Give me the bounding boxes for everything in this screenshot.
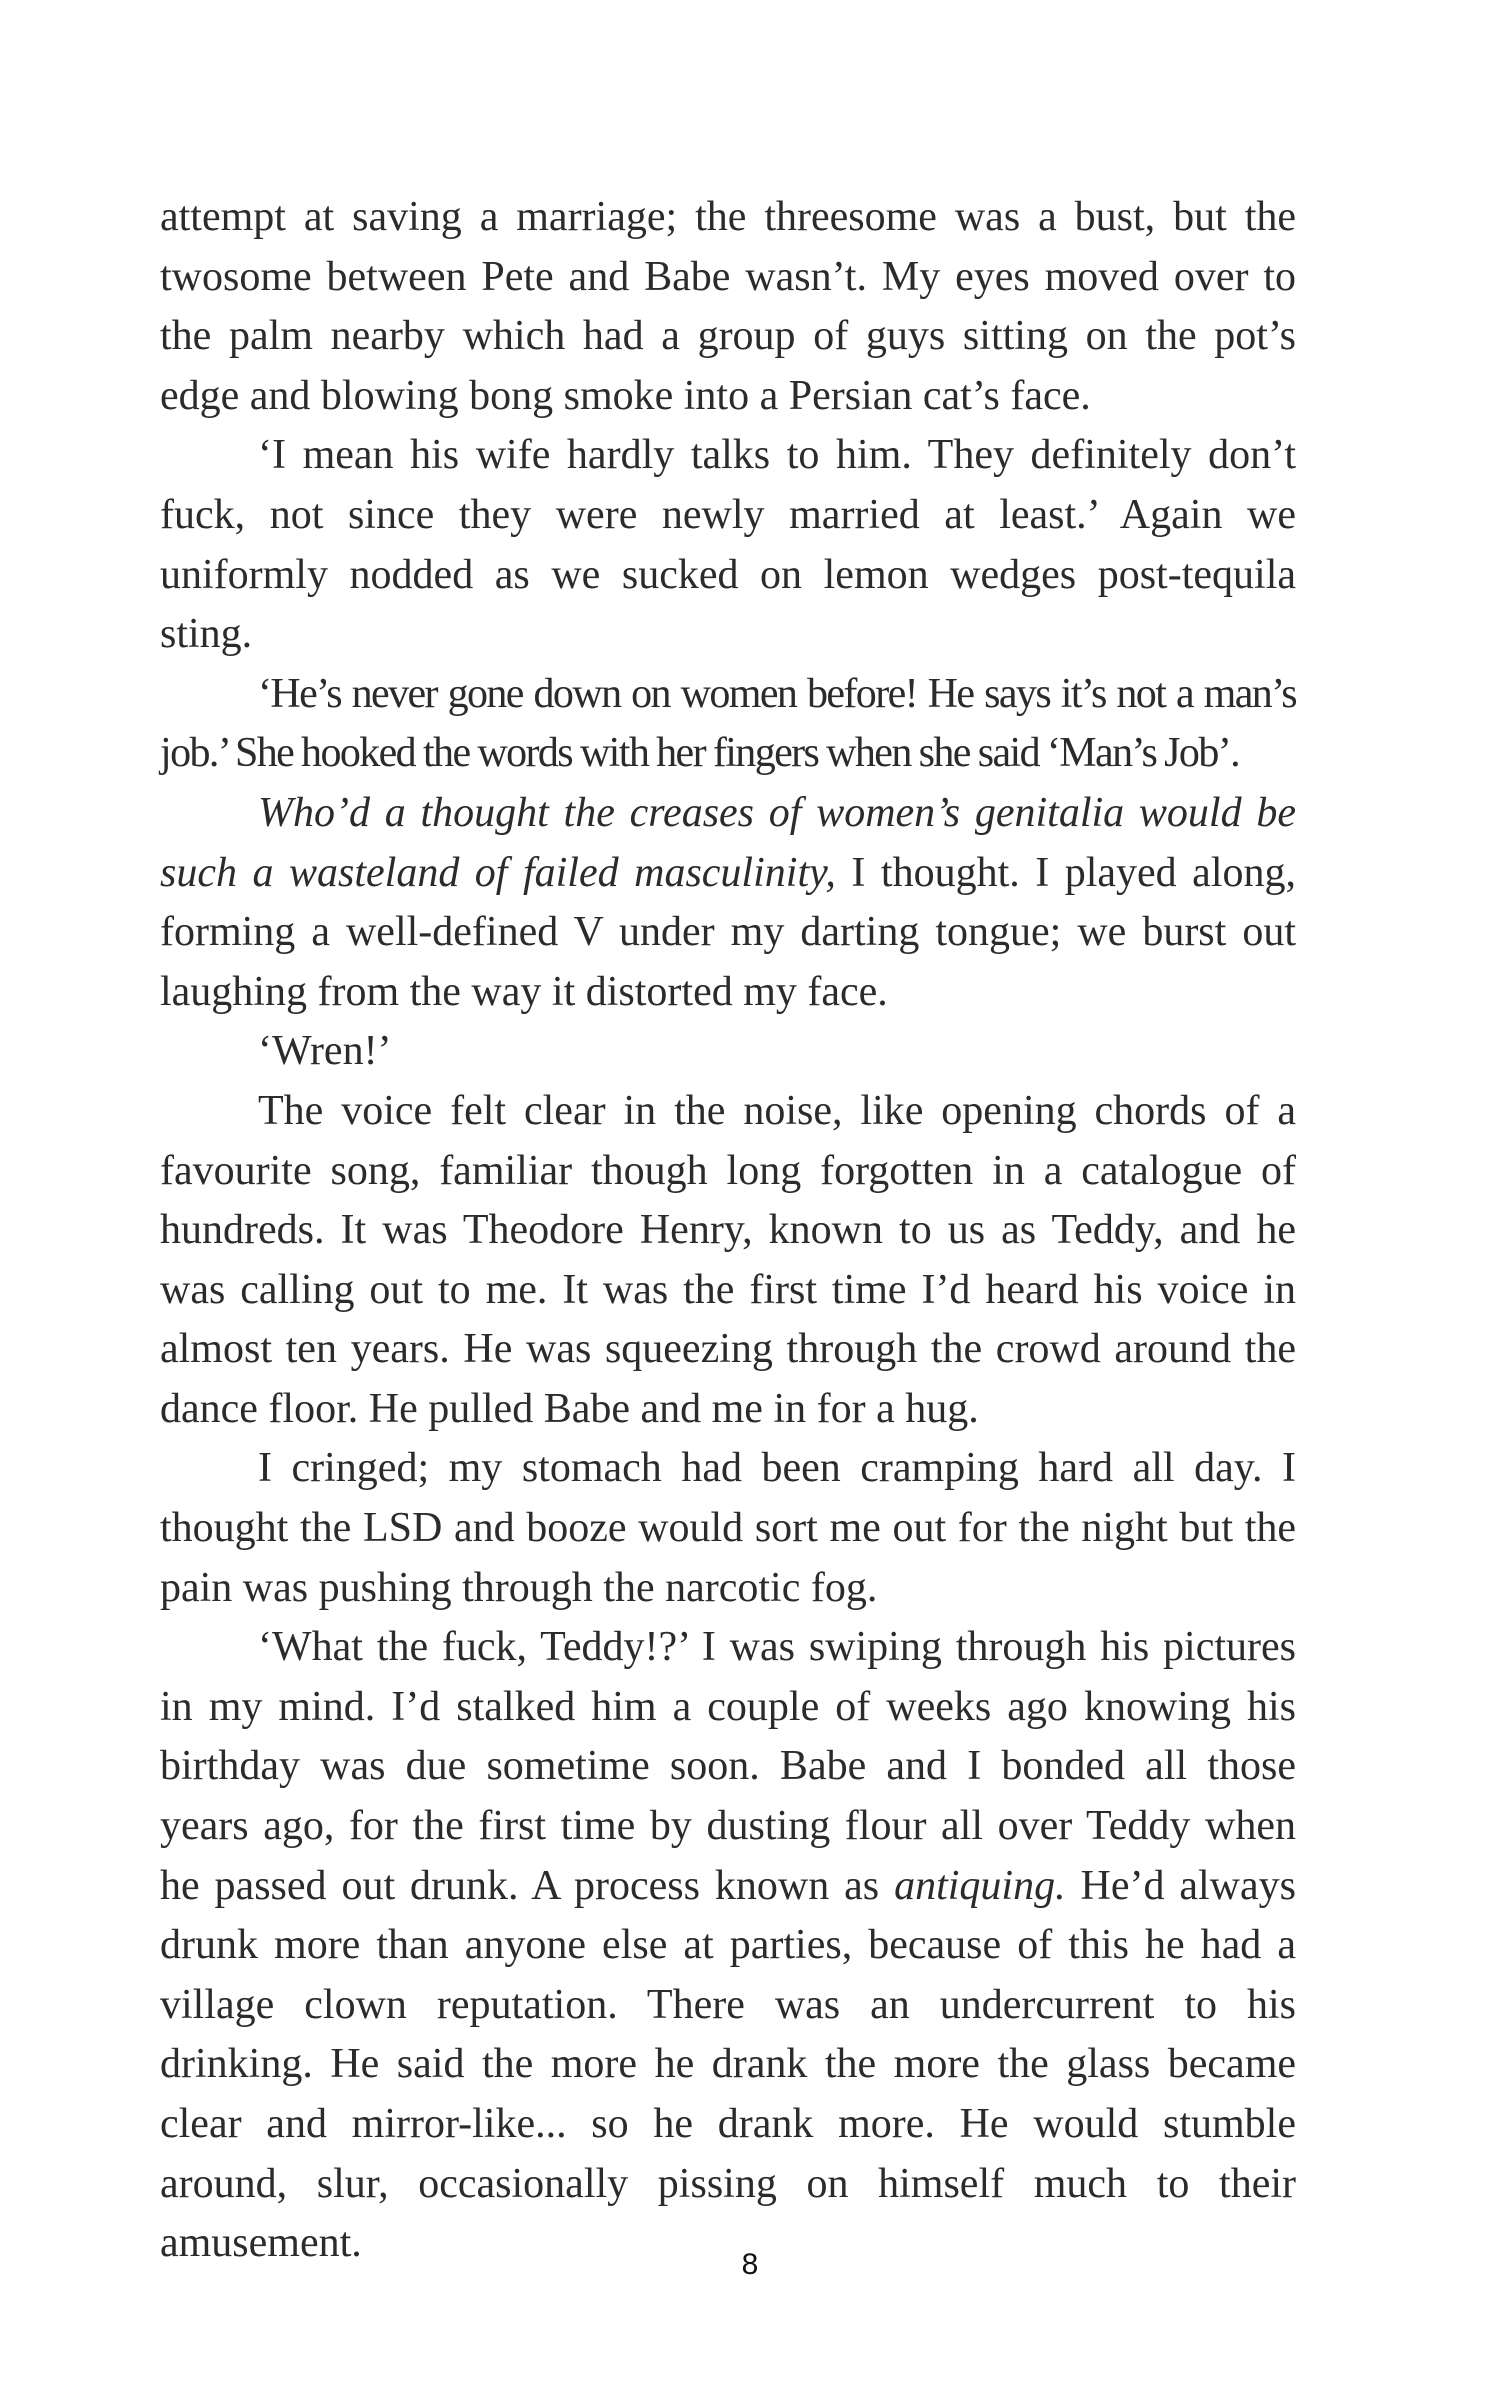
paragraph-8 <box>160 1618 1296 2274</box>
paragraph-5 <box>160 1022 1296 1082</box>
page-number: 8 <box>741 2248 759 2281</box>
paragraph-7 <box>160 1439 1296 1618</box>
paragraph-3 <box>160 665 1296 784</box>
paragraph-8-italic-term: antiquing. <box>894 1862 1066 1909</box>
paragraph-4 <box>160 784 1296 1022</box>
body-text <box>160 188 1296 2274</box>
paragraph-5-text: ‘Wren!’ <box>258 1028 392 1075</box>
paragraph-6-text: The voice felt clear in the noise, like opening chords of a favourite song, familiar though long forgotten in a catalogue of hundreds. It was Theodore Henry, known to us as Teddy, and he was calling out to me. It was the first time I’d heard his voice in almost ten years. He was squeezing through the crowd around the dance floor. He pulled Babe and me in for a hug. <box>160 1087 1296 1432</box>
paragraph-4-italic-thought: Who’d a thought the creases of women’s genitalia would be such a wasteland of failed masculinity, <box>160 789 1296 896</box>
paragraph-6 <box>160 1082 1296 1440</box>
paragraph-7-text: I cringed; my stomach had been cramping hard all day. I thought the LSD and booze would sort me out for the night but the pain was pushing through the narcotic fog. <box>160 1445 1296 1611</box>
paragraph-2-text: ‘I mean his wife hardly talks to him. They definitely don’t fuck, not since they were newly married at least.’ Again we uniformly nodded as we sucked on lemon wedges post-tequila sting. <box>160 432 1296 658</box>
paragraph-3-text: ‘He’s never gone down on women before! He says it’s not a man’s job.’ She hooked the words with her fingers when she said ‘Man’s Job’. <box>160 670 1296 777</box>
paragraph-4-text: I thought. I played along, forming a well-defined V under my darting tongue; we burst out laughing from the way it distorted my face. <box>160 849 1296 1015</box>
paragraph-2 <box>160 426 1296 664</box>
paragraph-8-text-after: He’d always drunk more than anyone else at parties, because of this he had a village clown reputation. There was an undercurrent to his drinking. He said the more he drank the more the glass became clear and mirror-like... so he drank more. He would stumble around, slur, occasionally pissing on himself much to their amusement. <box>160 1862 1296 2267</box>
paragraph-8-text-before: ‘What the fuck, Teddy!?’ I was swiping through his pictures in my mind. I’d stalked him a couple of weeks ago knowing his birthday was due sometime soon. Babe and I bonded all those years ago, for the first time by dusting flour all over Teddy when he passed out drunk. A process known as <box>160 1624 1296 1909</box>
paragraph-1 <box>160 188 1296 426</box>
paragraph-1-text: attempt at saving a marriage; the threesome was a bust, but the twosome between Pete and Babe wasn’t. My eyes moved over to the palm nearby which had a group of guys sitting on the pot’s edge and blowing bong smoke into a Persian cat’s face. <box>160 194 1296 419</box>
